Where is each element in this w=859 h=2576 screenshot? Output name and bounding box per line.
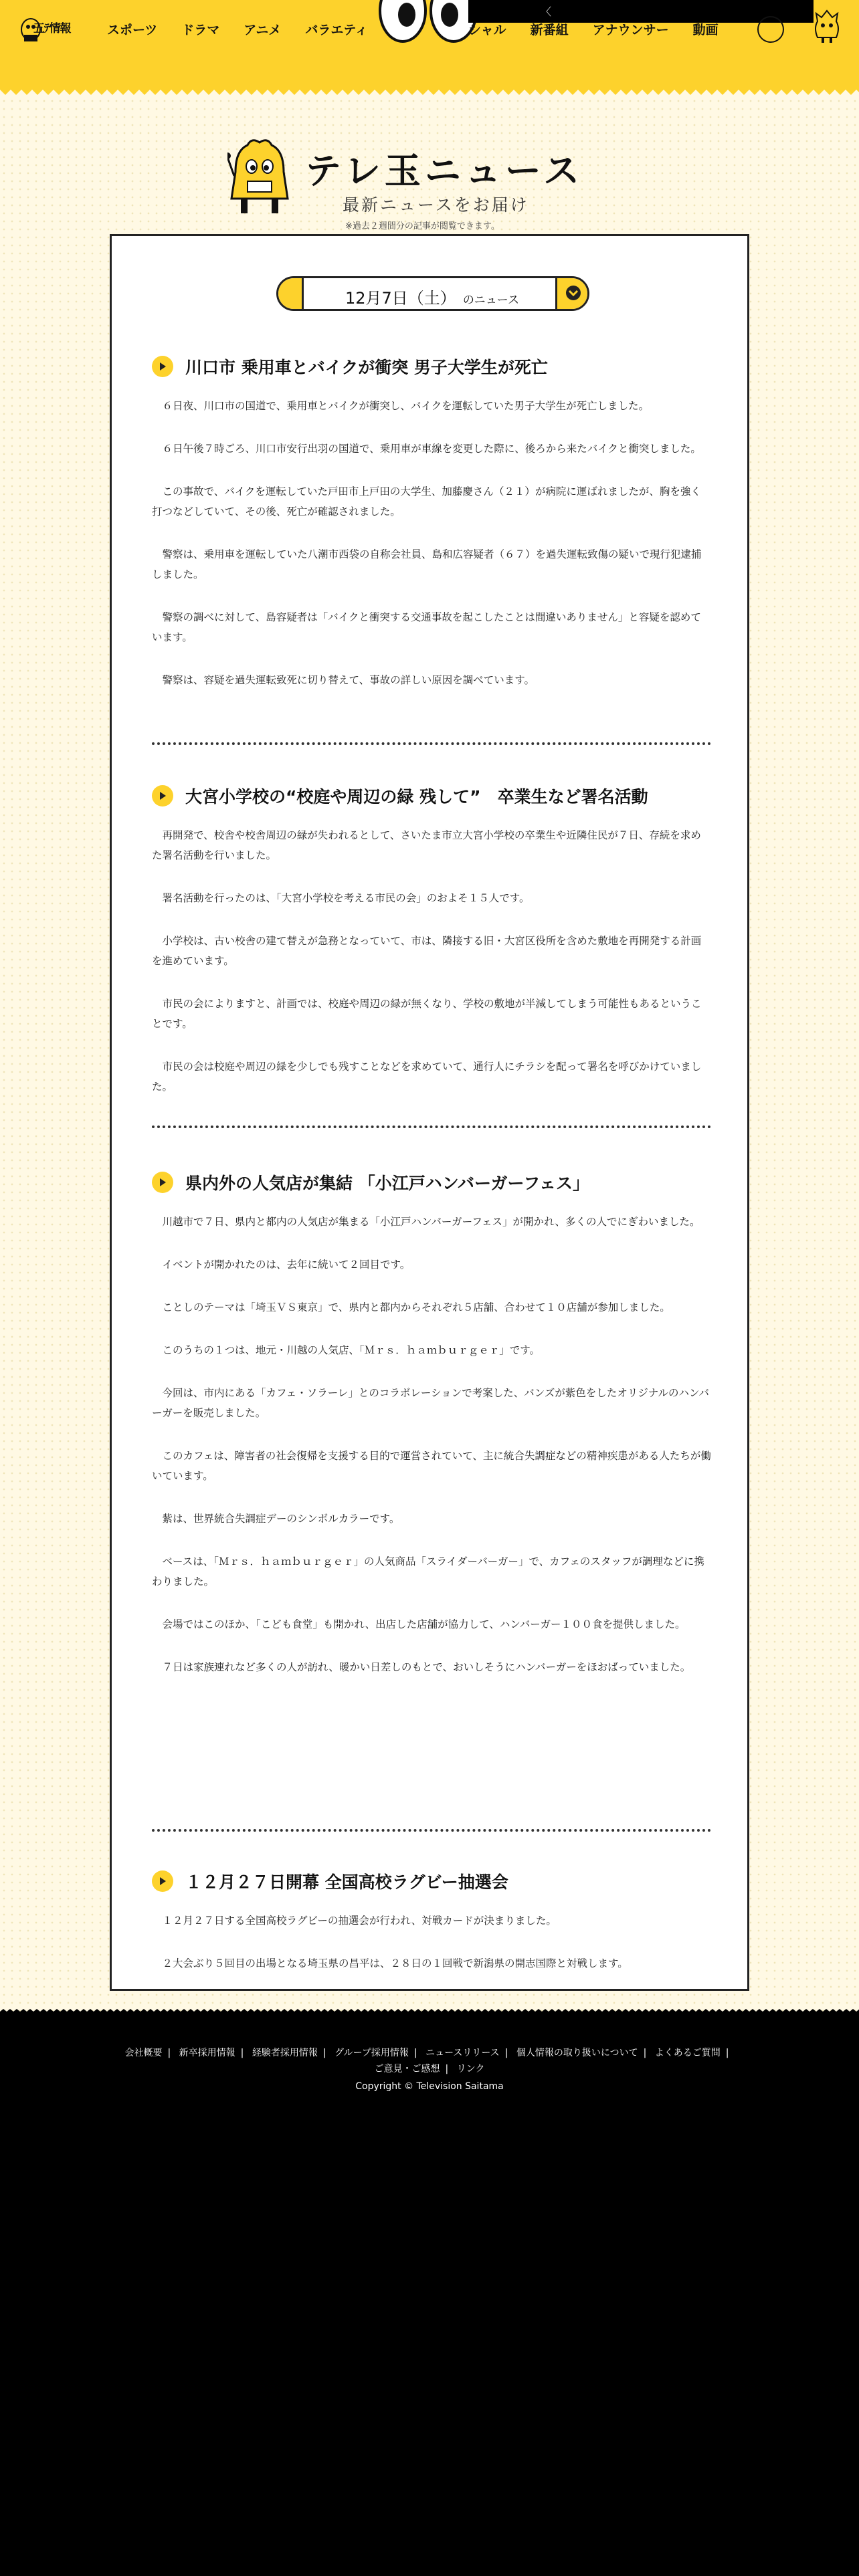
date-selector[interactable]: [276, 276, 589, 311]
nav-item-variety[interactable]: バラエティ: [305, 23, 368, 37]
footer-links: [120, 2045, 739, 2077]
article-bullet-icon: [152, 1172, 173, 1193]
site-footer: [0, 2012, 859, 2576]
user-circle-icon[interactable]: [757, 16, 784, 43]
article-bullet-icon: [152, 356, 173, 377]
article-divider: [152, 1829, 711, 1832]
copyright: Copyright © Television Saitama: [355, 2081, 504, 2092]
logo-text[interactable]: 五ﾃ情報: [33, 22, 71, 35]
footer-link-company[interactable]: 会社概要: [124, 2048, 163, 2058]
article-paragraph: 市民の会によりますと、計画では、校庭や周辺の緑が無くなり、学校の敷地が半減してしまう可能性もあるということです。: [152, 998, 702, 1030]
article-paragraph: ベースは、「Ｍｒｓ．ｈａｍｂｕｒｇｅｒ」の人気商品「スライダーバーガー」で、カフェのスタッフが調理などに携わりました。: [152, 1555, 704, 1588]
article-paragraph: １２月２７日する全国高校ラグビーの抽選会が行われ、対戦カードが決まりました。: [162, 1915, 557, 1927]
footer-zigzag-edge: [0, 2009, 859, 2018]
article-bullet-icon: [152, 785, 173, 807]
footer-separator: |: [504, 2048, 508, 2058]
footer-link-news-release[interactable]: ニュースリリース: [425, 2048, 500, 2058]
footer-link-faq[interactable]: よくあるご質問: [654, 2048, 721, 2058]
article-header: [152, 782, 711, 809]
article-divider: [152, 1125, 711, 1128]
nav-item-announcers[interactable]: アナウンサー: [592, 23, 669, 37]
article-divider: [152, 742, 711, 745]
date-suffix: のニュース: [462, 294, 519, 307]
article-paragraph: 再開発で、校舎や校舎周辺の緑が失われるとして、さいたま市立大宮小学校の卒業生や近隣住民が７日、存続を求めた署名活動を行いました。: [152, 829, 701, 861]
article-title: 川口市 乗用車とバイクが衝突 男子大学生が死亡: [185, 358, 548, 377]
nav-item-videos[interactable]: 動画: [692, 23, 719, 37]
footer-separator: |: [240, 2048, 244, 2058]
article-paragraph: 警察の調べに対して、島容疑者は「バイクと衝突する交通事故を起こしたことは間違いありません」と容疑を認めています。: [152, 611, 701, 643]
footer-separator: |: [322, 2048, 326, 2058]
main-nav-right: [468, 20, 719, 38]
pill-decoration: [278, 278, 304, 309]
nav-item-sports[interactable]: スポーツ: [107, 23, 158, 37]
article-paragraph: 市民の会は校庭や周辺の緑を少しでも残すことなどを求めていて、通行人にチラシを配って署名を呼びかけていました。: [152, 1061, 702, 1093]
article-paragraph: 小学校は、古い校舎の建て替えが急務となっていて、市は、隣接する旧・大宮区役所を含めた敷地を再開発する計画を進めています。: [152, 935, 702, 967]
article-paragraph: イベントが開かれたのは、去年に続いて２回目です。: [162, 1259, 411, 1271]
article-header: [152, 1169, 711, 1196]
page-note: ※過去２週間分の記事が閲覧できます。: [345, 221, 500, 231]
article-paragraph: 会場ではこのほか、「こども食堂」も開かれ、出店した店舗が協力して、ハンバーガー１００食を提供しました。: [162, 1618, 686, 1630]
article-paragraph: 川越市で７日、県内と都内の人気店が集まる「小江戸ハンバーガーフェス」が開かれ、多くの人でにぎわいました。: [162, 1216, 700, 1228]
news-article: [152, 353, 711, 713]
main-content: [0, 97, 859, 2012]
article-paragraph: この事故で、バイクを運転していた戸田市上戸田の大学生、加藤慶さん（２１）が病院に運ばれましたが、胸を強く打つなどしていて、その後、死亡が確認されました。: [152, 486, 701, 518]
page-header: [227, 117, 602, 231]
article-paragraph: ６日午後７時ごろ、川口市安行出羽の国道で、乗用車が車線を変更した際に、後ろから来たバイクと衝突しました。: [162, 443, 701, 455]
article-header: [152, 353, 711, 380]
footer-separator: |: [167, 2048, 171, 2058]
date-label: [345, 285, 519, 308]
news-card: [110, 234, 749, 1991]
news-article: [152, 782, 711, 1119]
nav-item-anime[interactable]: アニメ: [244, 23, 282, 37]
article-title: １２月２７日開幕 全国高校ラグビー抽選会: [185, 1872, 508, 1892]
footer-separator: |: [413, 2048, 417, 2058]
footer-link-feedback[interactable]: ご意見・ご感想: [374, 2064, 440, 2074]
chevron-down-icon: [565, 285, 581, 301]
article-paragraph: このカフェは、障害者の社会復帰を支援する目的で運営されていて、主に統合失調症などの精神疾患がある人たちが働いています。: [152, 1450, 711, 1482]
article-bullet-icon: [152, 1870, 173, 1892]
dropdown-toggle[interactable]: [555, 278, 587, 309]
footer-separator: |: [643, 2048, 647, 2058]
main-nav-left: [107, 20, 368, 38]
footer-separator: |: [445, 2064, 449, 2074]
article-paragraph: このうちの１つは、地元・川越の人気店、「Ｍｒｓ．ｈａｍｂｕｒｇｅｒ」です。: [162, 1344, 541, 1356]
news-article: [152, 1868, 711, 1996]
article-paragraph: 紫は、世界統合失調症デーのシンボルカラーです。: [162, 1513, 400, 1525]
selected-date: 12月7日（土）: [345, 289, 456, 308]
news-article: [152, 1169, 711, 1700]
article-paragraph: ７日は家族連れなど多くの人が訪れ、暖かい日差しのもとで、おいしそうにハンバーガーをほおばっていました。: [162, 1661, 691, 1673]
eyes-icon: [379, 0, 478, 44]
mascot-icon[interactable]: [812, 8, 842, 45]
article-header: [152, 1868, 711, 1895]
mascot-icon: [227, 137, 292, 220]
article-paragraph: 署名活動を行ったのは、「大宮小学校を考える市民の会」のおよそ１５人です。: [162, 892, 530, 904]
nav-item-special[interactable]: シャル: [468, 23, 506, 37]
article-title: 県内外の人気店が集結 「小江戸ハンバーガーフェス」: [185, 1174, 589, 1193]
article-paragraph: ６日夜、川口市の国道で、乗用車とバイクが衝突し、バイクを運転していた男子大学生が死亡しました。: [162, 400, 650, 412]
footer-separator: |: [725, 2048, 729, 2058]
footer-link-privacy[interactable]: 個人情報の取り扱いについて: [516, 2048, 638, 2058]
footer-link-experienced[interactable]: 経験者採用情報: [252, 2048, 318, 2058]
article-paragraph: ことしのテーマは「埼玉ＶＳ東京」で、県内と都内からそれぞれ５店舗、合わせて１０店舗が参加しました。: [162, 1301, 670, 1313]
back-arrow[interactable]: 〈: [541, 5, 552, 18]
nav-item-drama[interactable]: ドラマ: [181, 23, 220, 37]
article-paragraph: ２大会ぶり５回目の出場となる埼玉県の昌平は、２８日の１回戦で新潟県の開志国際と対戦します。: [162, 1957, 628, 1969]
article-title: 大宮小学校の“校庭や周辺の緑 残して” 卒業生など署名活動: [185, 787, 648, 807]
footer-link-new-grad[interactable]: 新卒採用情報: [179, 2048, 235, 2058]
article-paragraph: 今回は、市内にある「カフェ・ソラーレ」とのコラボレーションで考案した、バンズが紫色をしたオリジナルのハンバーガーを販売しました。: [152, 1387, 709, 1419]
nav-item-new-programs[interactable]: 新番組: [530, 23, 569, 37]
page-title: テレ玉ニュース: [305, 150, 584, 192]
site-header: [0, 0, 859, 97]
footer-link-links[interactable]: リンク: [456, 2064, 485, 2074]
article-paragraph: 警察は、容疑を過失運転致死に切り替えて、事故の詳しい原因を調べています。: [162, 674, 535, 686]
footer-link-group[interactable]: グループ採用情報: [335, 2048, 409, 2058]
article-paragraph: 警察は、乗用車を運転していた八潮市西袋の自称会社員、島和広容疑者（６７）を過失運転致傷の疑いで現行犯逮捕しました。: [152, 548, 702, 580]
page-subtitle: 最新ニュースをお届け: [343, 195, 529, 215]
